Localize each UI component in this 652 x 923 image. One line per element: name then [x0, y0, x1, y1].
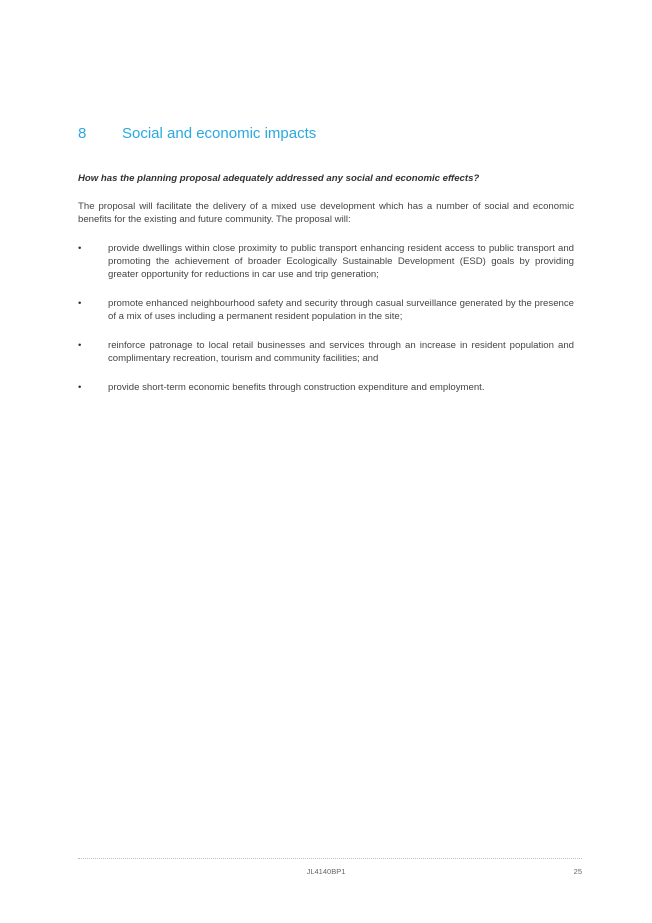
footer-divider: [78, 858, 582, 859]
list-item-text: promote enhanced neighbourhood safety and security through casual surveillance generated by the presence of a mix of uses including a permanent resident population in the site;: [108, 298, 574, 322]
section-number: 8: [78, 125, 87, 142]
list-item-text: reinforce patronage to local retail businesses and services through an increase in resident population and complimentary recreation, tourism and community facilities; and: [108, 340, 574, 364]
list-item: [78, 242, 574, 281]
section-heading: [78, 125, 316, 142]
page-number: 25: [573, 867, 582, 876]
guiding-question: How has the planning proposal adequately addressed any social and economic effects?: [78, 173, 480, 184]
list-item-text: provide short-term economic benefits through construction expenditure and employment.: [108, 382, 485, 393]
list-item: [78, 339, 574, 365]
intro-paragraph: The proposal will facilitate the delivery of a mixed use development which has a number of social and economic benefits for the existing and future community. The proposal will:: [78, 201, 574, 225]
bullet-icon: •: [78, 340, 82, 351]
bullet-icon: •: [78, 298, 82, 309]
list-item-text: provide dwellings within close proximity to public transport enhancing resident access to public transport and promoting the achievement of broader Ecologically Sustainable Development (ESD) goals by providing greater opportunity for reductions in car use and trip generation;: [108, 243, 574, 280]
bullet-icon: •: [78, 382, 82, 393]
benefits-list: [78, 242, 574, 410]
list-item: [78, 297, 574, 323]
document-reference: JL4140BP1: [306, 867, 346, 876]
list-item: [78, 381, 574, 394]
section-title: Social and economic impacts: [122, 125, 317, 142]
bullet-icon: •: [78, 243, 82, 254]
